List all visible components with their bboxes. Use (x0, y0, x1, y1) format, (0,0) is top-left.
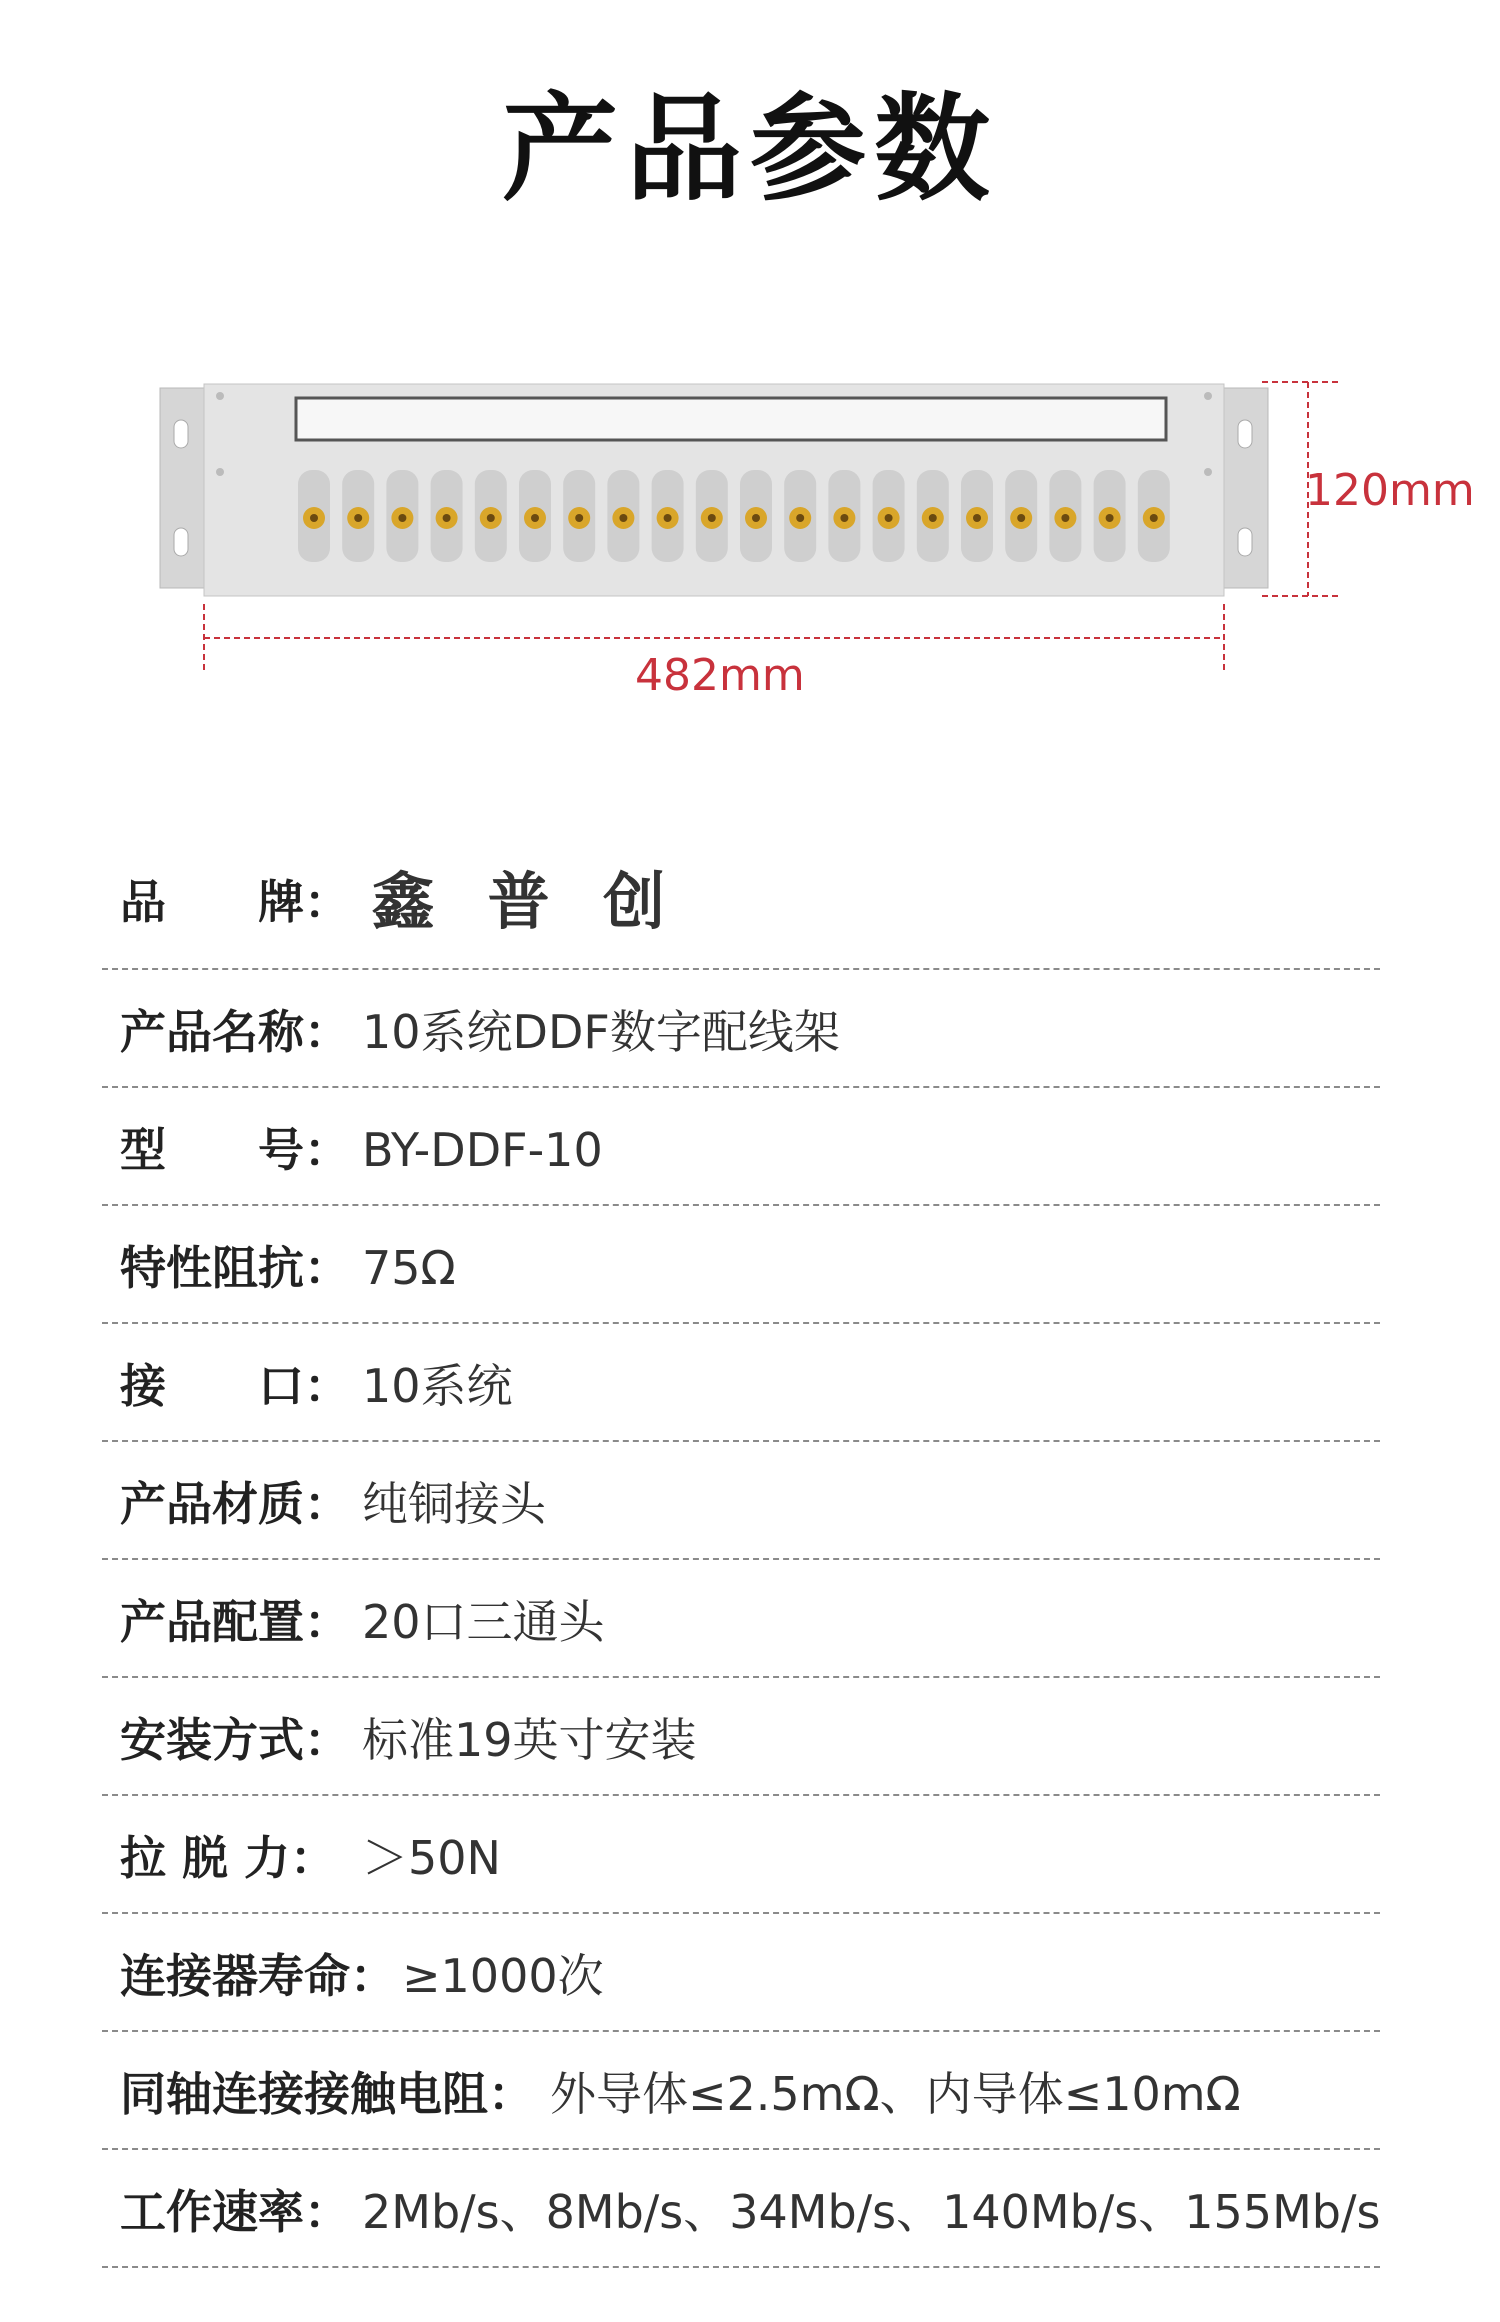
connector-pin (929, 514, 937, 522)
spec-key: 同轴连接接触电阻： (120, 2067, 534, 2121)
spec-row (102, 1322, 1380, 1442)
connector-pin (310, 514, 318, 522)
spec-value: 2Mb/s、8Mb/s、34Mb/s、140Mb/s、155Mb/s (362, 2185, 1381, 2239)
spec-row (102, 2148, 1380, 2268)
connector-pin (973, 514, 981, 522)
left-ear-slot-bottom (174, 528, 188, 556)
connector-pin (398, 514, 406, 522)
right-ear-slot-top (1238, 420, 1252, 448)
height-dimension-label: 120mm (1305, 465, 1475, 516)
spec-key: 特性阻抗： (120, 1241, 350, 1295)
right-ear-slot-bottom (1238, 528, 1252, 556)
spec-value: 75Ω (362, 1241, 456, 1295)
spec-key: 品 牌： (120, 875, 350, 929)
label-strip (296, 398, 1166, 440)
connector-pin (443, 514, 451, 522)
spec-row (102, 1558, 1380, 1678)
spec-row (102, 1204, 1380, 1324)
connector-pin (1061, 514, 1069, 522)
screw (216, 468, 224, 476)
connector-pin (1106, 514, 1114, 522)
spec-key: 拉 脱 力： (120, 1831, 337, 1885)
spec-value: 纯铜接头 (362, 1477, 546, 1531)
spec-row (102, 1086, 1380, 1206)
connector-pin (796, 514, 804, 522)
spec-row (102, 1676, 1380, 1796)
connector-pin (885, 514, 893, 522)
brand-value: 鑫 普 创 (372, 865, 682, 938)
spec-key: 产品名称： (120, 1005, 350, 1059)
right-rack-ear (1222, 388, 1268, 588)
connector-pin (487, 514, 495, 522)
spec-value: 外导体≤2.5mΩ、内导体≤10mΩ (550, 2067, 1241, 2121)
spec-key: 产品材质： (120, 1477, 350, 1531)
spec-value: BY-DDF-10 (362, 1123, 603, 1177)
spec-value: ＞50N (362, 1831, 501, 1885)
spec-value: 10系统 (362, 1359, 513, 1413)
spec-row (102, 2030, 1380, 2150)
screw (216, 392, 224, 400)
spec-value: ≥1000次 (402, 1949, 604, 2003)
spec-key: 连接器寿命： (120, 1949, 396, 2003)
spec-key: 安装方式： (120, 1713, 350, 1767)
spec-value: 20口三通头 (362, 1595, 605, 1649)
spec-row (102, 850, 1380, 970)
connector-pin (531, 514, 539, 522)
width-dimension-label: 482mm (635, 650, 805, 701)
connector-pin (708, 514, 716, 522)
spec-row (102, 1794, 1380, 1914)
connector-pin (1017, 514, 1025, 522)
connector-pin (619, 514, 627, 522)
spec-key: 型 号： (120, 1123, 350, 1177)
spec-row (102, 968, 1380, 1088)
spec-row (102, 1912, 1380, 2032)
connector-pin (1150, 514, 1158, 522)
connector-pin (840, 514, 848, 522)
connector-pin (664, 514, 672, 522)
connector-pin (354, 514, 362, 522)
product-image (0, 360, 1500, 720)
spec-value: 10系统DDF数字配线架 (362, 1005, 840, 1059)
spec-key: 产品配置： (120, 1595, 350, 1649)
spec-value: 标准19英寸安装 (362, 1713, 697, 1767)
spec-key: 接 口： (120, 1359, 350, 1413)
screw (1204, 392, 1212, 400)
connector-pin (752, 514, 760, 522)
spec-key: 工作速率： (120, 2185, 350, 2239)
connector-pin (575, 514, 583, 522)
left-ear-slot-top (174, 420, 188, 448)
left-rack-ear (160, 388, 206, 588)
page-title: 产品参数 (502, 82, 998, 217)
screw (1204, 468, 1212, 476)
spec-row (102, 1440, 1380, 1560)
